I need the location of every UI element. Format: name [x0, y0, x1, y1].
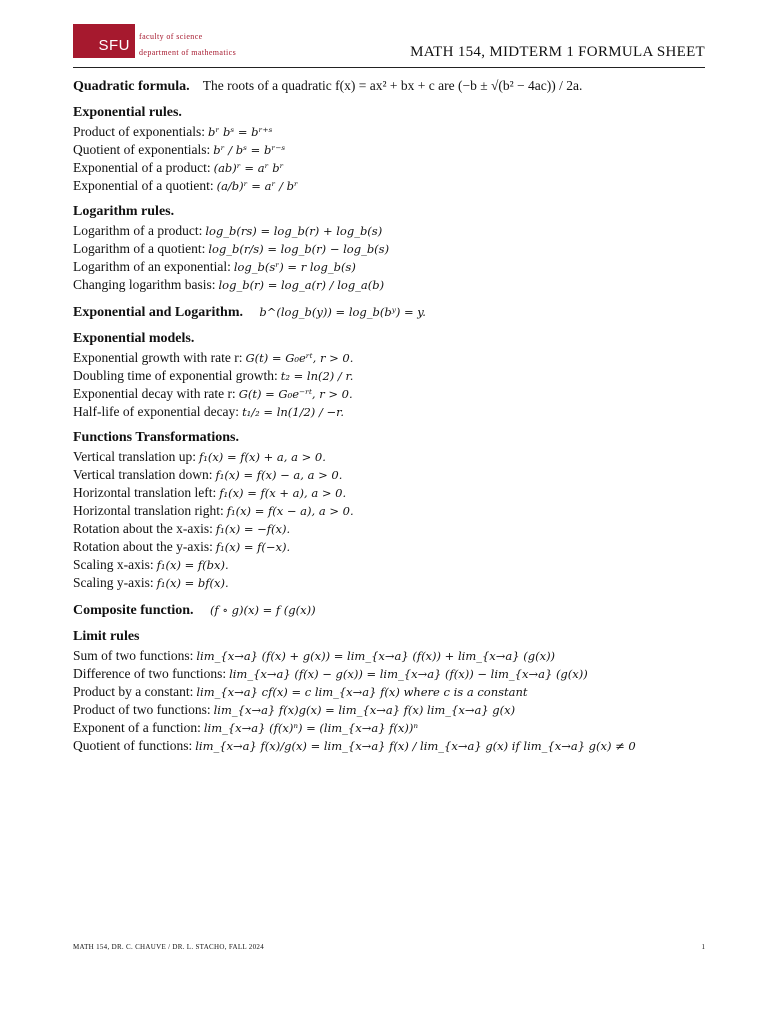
formula-row	[73, 502, 705, 520]
formula-label: Quotient of functions:	[73, 738, 193, 753]
formula-row	[73, 574, 705, 592]
formula-label: Exponent of a function:	[73, 720, 201, 735]
formula-label: Rotation about the x-axis:	[73, 521, 213, 536]
formula-expression: log_b(sʳ) = r log_b(s)	[233, 260, 356, 274]
formula-expression: f₁(x) = f(x − a), a > 0.	[226, 504, 354, 518]
formula-expression: t₁/₂ = ln(1/2) / −r.	[242, 405, 345, 419]
formula-expression: f₁(x) = f(x) + a, a > 0.	[198, 450, 326, 464]
exponential-models-section	[73, 330, 705, 421]
formula-label: Exponential growth with rate r:	[73, 350, 243, 365]
formula-label: Logarithm of an exponential:	[73, 259, 231, 274]
formula-row	[73, 159, 705, 177]
formula-row	[73, 701, 705, 719]
exponential-models-heading: Exponential models.	[73, 331, 195, 346]
formula-expression: log_b(r) = log_a(r) / log_a(b)	[218, 278, 385, 292]
limit-rules-section	[73, 628, 705, 755]
formula-label: Quotient of exponentials:	[73, 142, 211, 157]
exp-log-formula: b^(log_b(y)) = log_b(bʸ) = y.	[259, 305, 426, 319]
formula-row	[73, 538, 705, 556]
formula-label: Difference of two functions:	[73, 666, 227, 681]
formula-row	[73, 385, 705, 403]
logarithm-rules-heading: Logarithm rules.	[73, 204, 175, 219]
quadratic-text: The roots of a quadratic f(x) = ax² + bx + c are (−b ± √(b² − 4ac)) / 2a.	[202, 78, 583, 93]
logarithm-rules-section	[73, 203, 705, 294]
formula-label: Vertical translation up:	[73, 449, 196, 464]
formula-row	[73, 719, 705, 737]
formula-expression: G(t) = G₀e⁻ʳᵗ, r > 0.	[238, 387, 353, 401]
formula-label: Product of exponentials:	[73, 124, 205, 139]
quadratic-section	[73, 76, 705, 96]
formula-row	[73, 367, 705, 385]
formula-label: Half-life of exponential decay:	[73, 404, 240, 419]
formula-expression: lim_{x→a} f(x)/g(x) = lim_{x→a} f(x) / lim_{x→a} g(x) if lim_{x→a} g(x) ≠ 0	[195, 739, 636, 753]
formula-label: Exponential decay with rate r:	[73, 386, 236, 401]
transformations-heading: Functions Transformations.	[73, 430, 239, 445]
formula-expression: f₁(x) = f(x + a), a > 0.	[219, 486, 347, 500]
formula-label: Logarithm of a quotient:	[73, 241, 206, 256]
formula-label: Exponential of a product:	[73, 160, 211, 175]
sheet-title: MATH 154, MIDTERM 1 FORMULA SHEET	[410, 44, 705, 60]
transformations-section	[73, 429, 705, 592]
formula-label: Scaling y-axis:	[73, 575, 154, 590]
sfu-logo-text: SFU	[98, 37, 130, 54]
formula-expression: lim_{x→a} f(x)g(x) = lim_{x→a} f(x) lim_{x→a} g(x)	[213, 703, 516, 717]
formula-content	[73, 76, 705, 763]
formula-label: Scaling x-axis:	[73, 557, 154, 572]
formula-row	[73, 222, 705, 240]
department-block	[139, 29, 236, 61]
exponential-rules-section	[73, 104, 705, 195]
formula-expression: bʳ / bˢ = bʳ⁻ˢ	[213, 143, 286, 157]
formula-expression: f₁(x) = f(bx).	[156, 558, 229, 572]
formula-expression: t₂ = ln(2) / r.	[280, 369, 354, 383]
formula-row	[73, 123, 705, 141]
formula-row	[73, 349, 705, 367]
formula-expression: log_b(rs) = log_b(r) + log_b(s)	[205, 224, 383, 238]
sfu-logo	[73, 24, 135, 58]
formula-label: Sum of two functions:	[73, 648, 194, 663]
exponential-rules-heading: Exponential rules.	[73, 105, 182, 120]
formula-row	[73, 240, 705, 258]
composite-heading: Composite function.	[73, 603, 194, 618]
formula-label: Product of two functions:	[73, 702, 211, 717]
formula-row	[73, 403, 705, 421]
formula-expression: (a/b)ʳ = aʳ / bʳ	[216, 179, 298, 193]
formula-expression: f₁(x) = bf(x).	[156, 576, 229, 590]
page-number: 1	[701, 943, 705, 951]
formula-label: Changing logarithm basis:	[73, 277, 216, 292]
formula-label: Rotation about the y-axis:	[73, 539, 213, 554]
quadratic-heading: Quadratic formula.	[73, 79, 190, 94]
formula-label: Logarithm of a product:	[73, 223, 203, 238]
limit-rules-heading: Limit rules	[73, 629, 140, 644]
formula-row	[73, 520, 705, 538]
formula-label: Horizontal translation right:	[73, 503, 224, 518]
page-header	[73, 24, 705, 68]
header-divider	[73, 67, 705, 68]
formula-expression: lim_{x→a} (f(x)ⁿ) = (lim_{x→a} f(x))ⁿ	[203, 721, 419, 735]
formula-expression: bʳ bˢ = bʳ⁺ˢ	[207, 125, 273, 139]
exp-log-section	[73, 302, 705, 322]
formula-label: Doubling time of exponential growth:	[73, 368, 278, 383]
formula-expression: f₁(x) = −f(x).	[215, 522, 291, 536]
formula-expression: lim_{x→a} (f(x) + g(x)) = lim_{x→a} (f(x)) + lim_{x→a} (g(x))	[196, 649, 556, 663]
formula-row	[73, 276, 705, 294]
formula-row	[73, 177, 705, 195]
formula-row	[73, 141, 705, 159]
composite-formula: (f ∘ g)(x) = f (g(x))	[209, 603, 316, 617]
formula-expression: G(t) = G₀eʳᵗ, r > 0.	[245, 351, 354, 365]
formula-expression: lim_{x→a} (f(x) − g(x)) = lim_{x→a} (f(x)) − lim_{x→a} (g(x))	[229, 667, 588, 681]
formula-row	[73, 737, 705, 755]
formula-row	[73, 466, 705, 484]
formula-expression: log_b(r/s) = log_b(r) − log_b(s)	[208, 242, 390, 256]
footer-course-info: MATH 154, DR. C. CHAUVE / DR. L. STACHO, FALL 2024	[73, 943, 265, 951]
formula-expression: f₁(x) = f(−x).	[215, 540, 291, 554]
formula-label: Horizontal translation left:	[73, 485, 217, 500]
formula-row	[73, 484, 705, 502]
composite-section	[73, 600, 705, 620]
formula-row	[73, 448, 705, 466]
exp-log-heading: Exponential and Logarithm.	[73, 305, 243, 320]
formula-label: Exponential of a quotient:	[73, 178, 214, 193]
faculty-label: faculty of science	[139, 32, 203, 41]
formula-expression: (ab)ʳ = aʳ bʳ	[213, 161, 284, 175]
formula-expression: f₁(x) = f(x) − a, a > 0.	[215, 468, 343, 482]
formula-row	[73, 647, 705, 665]
formula-expression: lim_{x→a} cf(x) = c lim_{x→a} f(x) where c is a constant	[196, 685, 528, 699]
formula-row	[73, 683, 705, 701]
formula-row	[73, 665, 705, 683]
formula-row	[73, 258, 705, 276]
formula-row	[73, 556, 705, 574]
formula-label: Vertical translation down:	[73, 467, 213, 482]
formula-label: Product by a constant:	[73, 684, 194, 699]
department-label: department of mathematics	[139, 48, 237, 57]
